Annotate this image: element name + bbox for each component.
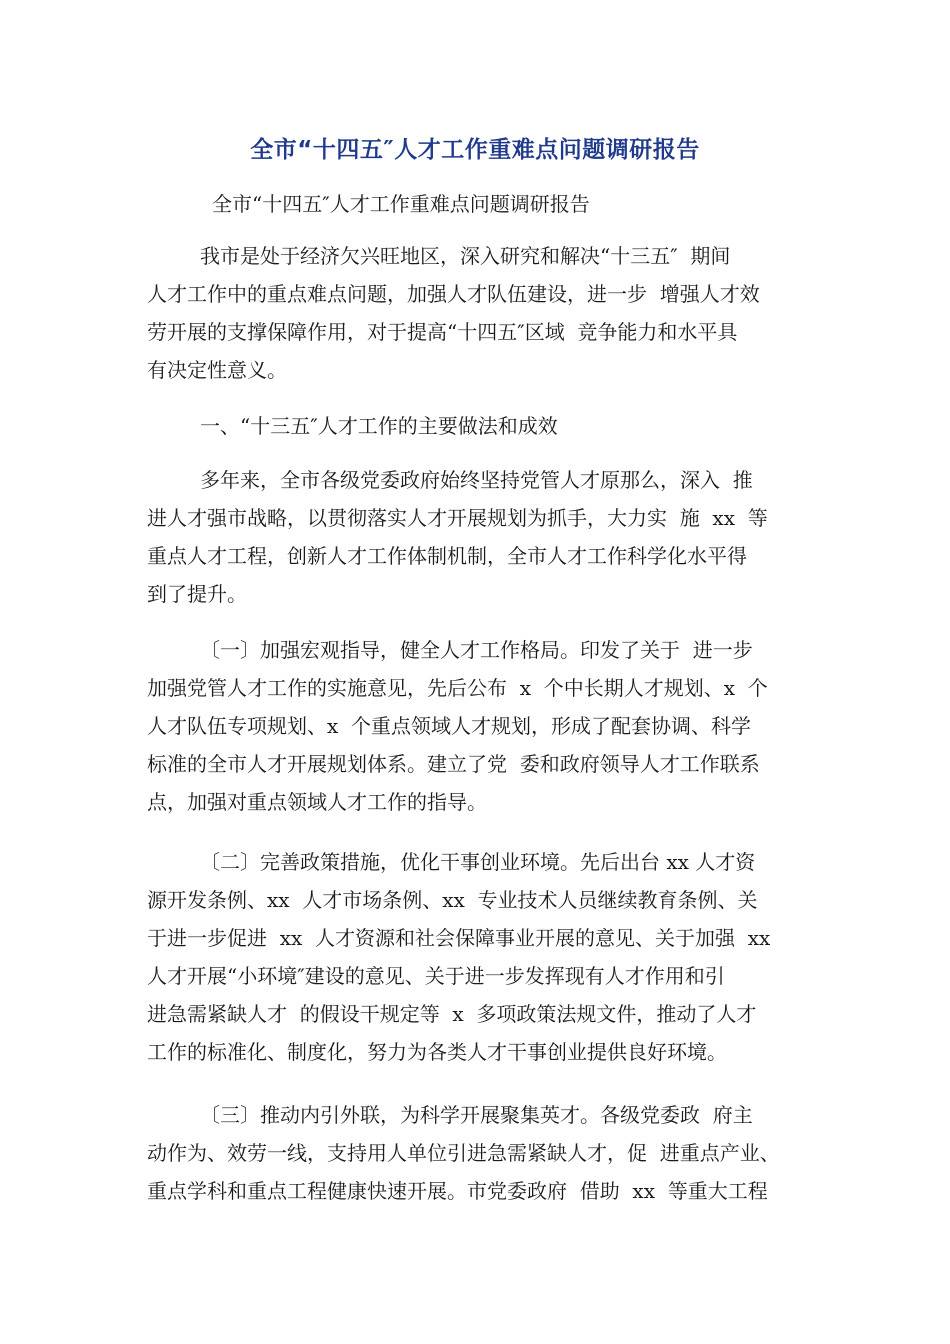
paragraph-line: 劳开展的支撑保障作用，对于提高“十四五″区域 竞争能力和水平具 [147,320,738,344]
paragraph-line: 动作为、效劳一线，支持用人单位引进急需紧缺人才，促 进重点产业、 [147,1141,780,1165]
paragraph-line: 〔二〕完善政策措施，优化干事创业环境。先后出台 xx 人才资 [200,850,756,874]
paragraph-line: 人才开展“小环境″建设的意见、关于进一步发挥现有人才作用和引 [147,964,725,988]
paragraph-line: 人才队伍专项规划、x 个重点领域人才规划，形成了配套协调、科学 [147,714,751,738]
paragraph-line: 到了提升。 [147,582,247,606]
paragraph-line: 源开发条例、xx 人才市场条例、xx 专业技术人员继续教育条例、关 [147,888,758,912]
paragraph-line: 〔一〕加强宏观指导，健全人才工作格局。印发了关于 进一步 [200,638,753,662]
paragraph-item-three [147,1096,827,1210]
paragraph-line: 有决定性意义。 [147,358,287,382]
paragraph-line: 多年来，全市各级党委政府始终坚持党管人才原那么，深入 推 [200,468,753,492]
paragraph-line: 加强党管人才工作的实施意见，先后公布 x 个中长期人才规划、x 个 [147,676,768,700]
document-subtitle: 全市“十四五″人才工作重难点问题调研报告 [212,192,590,216]
paragraph-item-one [147,631,827,821]
paragraph-line: 工作的标准化、制度化，努力为各类人才干事创业提供良好环境。 [147,1040,727,1064]
paragraph-line: 人才工作中的重点难点问题，加强人才队伍建设，进一步 增强人才效 [147,282,760,306]
paragraph-line: 进人才强市战略，以贯彻落实人才开展规划为抓手，大力实 施 xx 等 [147,506,768,530]
paragraph-line: 重点人才工程，创新人才工作体制机制，全市人才工作科学化水平得 [147,544,747,568]
paragraph-line: 〔三〕推动内引外联，为科学开展聚集英才。各级党委政 府主 [200,1103,753,1127]
paragraph-line: 我市是处于经济欠兴旺地区，深入研究和解决“十三五″ 期间 [200,244,731,268]
paragraph-intro [147,237,827,389]
section-heading: 一、“十三五″人才工作的主要做法和成效 [200,414,558,438]
paragraph-line: 于进一步促进 xx 人才资源和社会保障事业开展的意见、关于加强 xx [147,926,771,950]
paragraph-line: 进急需紧缺人才 的假设干规定等 x 多项政策法规文件，推动了人才 [147,1002,757,1026]
section-heading-one [147,407,827,445]
paragraph-line: 重点学科和重点工程健康快速开展。市党委政府 借助 xx 等重大工程 [147,1179,768,1203]
document-title: 全市“十四五″人才工作重难点问题调研报告 [250,137,700,163]
paragraph-line: 点，加强对重点领域人才工作的指导。 [147,790,487,814]
paragraph-overview [147,461,827,613]
paragraph-item-two [147,843,827,1071]
paragraph-line: 标准的全市人才开展规划体系。建立了党 委和政府领导人才工作联系 [147,752,760,776]
